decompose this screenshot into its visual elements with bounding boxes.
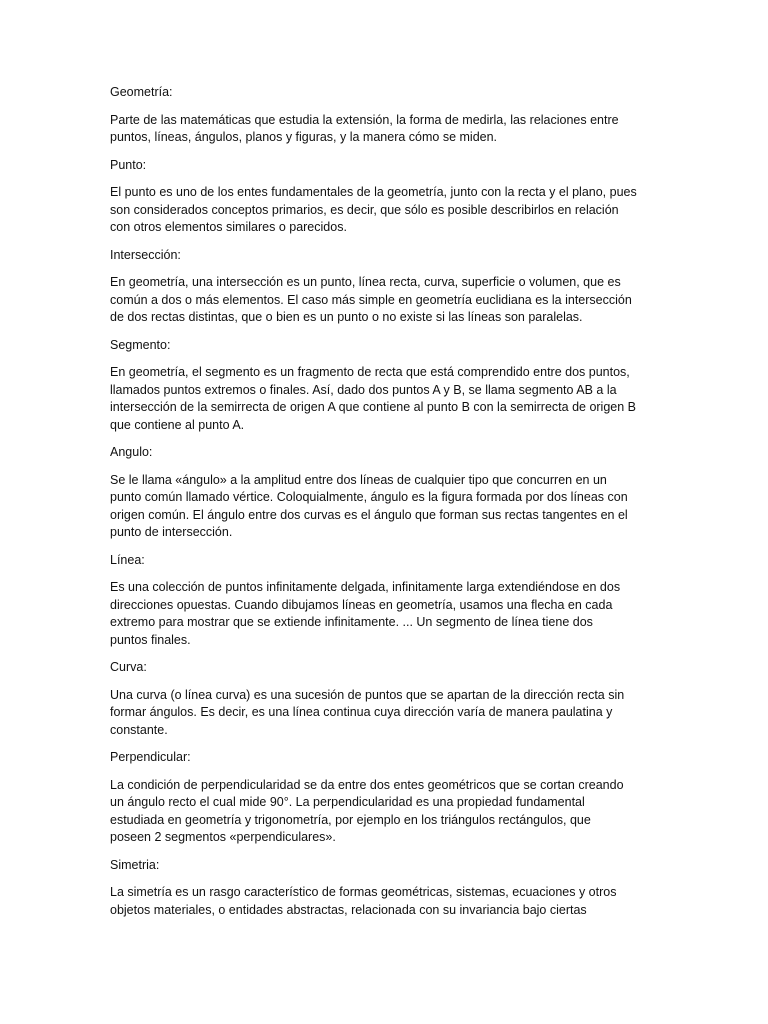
document-page <box>110 84 660 929</box>
section-heading: Línea: <box>110 552 145 567</box>
section-paragraph <box>110 274 660 327</box>
section-heading: Angulo: <box>110 445 153 459</box>
paragraph-line: poseen 2 segmentos «perpendiculares». <box>110 830 336 844</box>
paragraph-line: son considerados conceptos primarios, es decir, que sólo es posible describirlos en relación <box>110 202 619 217</box>
paragraph-line: Parte de las matemáticas que estudia la extensión, la forma de medirla, las relaciones entre <box>110 112 619 127</box>
section-heading: Perpendicular: <box>110 750 191 764</box>
paragraph-line: punto común llamado vértice. Coloquialmente, ángulo es la figura formada por dos líneas con <box>110 490 628 504</box>
paragraph-line: Una curva (o línea curva) es una sucesión de puntos que se apartan de la dirección recta sin <box>110 687 625 702</box>
paragraph-line: El punto es uno de los entes fundamentales de la geometría, junto con la recta y el plano, pues <box>110 185 637 199</box>
section-paragraph <box>110 579 660 649</box>
section-heading: Geometría: <box>110 85 173 99</box>
section-heading: Simetria: <box>110 857 160 872</box>
paragraph-line: de dos rectas distintas, que o bien es un punto o no existe si las líneas son paralelas. <box>110 310 583 324</box>
paragraph-line: objetos materiales, o entidades abstractas, relacionada con su invariancia bajo ciertas <box>110 902 587 917</box>
paragraph-line: constante. <box>110 722 168 737</box>
paragraph-line: origen común. El ángulo entre dos curvas es el ángulo que forman sus rectas tangentes en el <box>110 507 628 522</box>
paragraph-line: En geometría, el segmento es un fragmento de recta que está comprendido entre dos puntos, <box>110 365 630 379</box>
paragraph-line: La simetría es un rasgo característico de formas geométricas, sistemas, ecuaciones y otros <box>110 885 617 899</box>
section-paragraph <box>110 364 660 434</box>
paragraph-line: con otros elementos similares o parecidos. <box>110 220 347 234</box>
section-paragraph <box>110 687 660 740</box>
section-paragraph <box>110 777 660 847</box>
paragraph-line: llamados puntos extremos o finales. Así, dado dos puntos A y B, se llama segmento AB a la <box>110 382 617 397</box>
paragraph-line: direcciones opuestas. Cuando dibujamos líneas en geometría, usamos una flecha en cada <box>110 597 613 612</box>
section-heading: Intersección: <box>110 247 181 262</box>
paragraph-line: En geometría, una intersección es un punto, línea recta, curva, superficie o volumen, que es <box>110 275 621 289</box>
section-heading: Segmento: <box>110 337 171 352</box>
paragraph-line: intersección de la semirrecta de origen A que contiene al punto B con la semirrecta de origen B <box>110 400 637 414</box>
section-heading: Curva: <box>110 660 147 674</box>
section-paragraph <box>110 112 660 147</box>
paragraph-line: un ángulo recto el cual mide 90°. La perpendicularidad es una propiedad fundamental <box>110 795 585 809</box>
paragraph-line: puntos, líneas, ángulos, planos y figuras, y la manera cómo se miden. <box>110 130 498 144</box>
paragraph-line: Es una colección de puntos infinitamente delgada, infinitamente larga extendiéndose en dos <box>110 580 621 594</box>
paragraph-line: punto de intersección. <box>110 525 233 539</box>
paragraph-line: puntos finales. <box>110 632 191 647</box>
paragraph-line: La condición de perpendicularidad se da entre dos entes geométricos que se cortan creando <box>110 777 624 792</box>
paragraph-line: que contiene al punto A. <box>110 417 245 432</box>
paragraph-line: extremo para mostrar que se extiende infinitamente. ... Un segmento de línea tiene dos <box>110 615 593 629</box>
section-paragraph <box>110 472 660 542</box>
paragraph-line: Se le llama «ángulo» a la amplitud entre dos líneas de cualquier tipo que concurren en un <box>110 472 607 487</box>
paragraph-line: estudiada en geometría y trigonometría, por ejemplo en los triángulos rectángulos, que <box>110 812 591 827</box>
section-heading: Punto: <box>110 157 147 172</box>
paragraph-line: común a dos o más elementos. El caso más simple en geometría euclidiana es la intersección <box>110 292 632 307</box>
section-paragraph <box>110 884 660 919</box>
section-paragraph <box>110 184 660 237</box>
paragraph-line: formar ángulos. Es decir, es una línea continua cuya dirección varía de manera paulatina y <box>110 705 613 719</box>
